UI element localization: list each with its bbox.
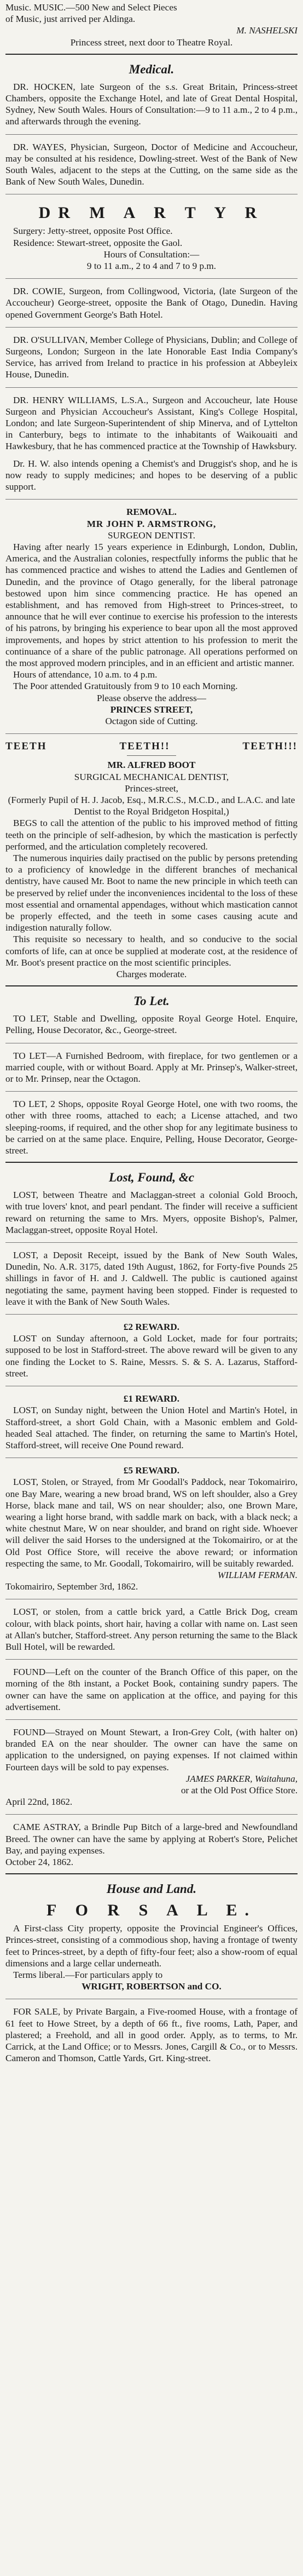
lost-advert: LOST, a Deposit Receipt, issued by the Bank of New South Wales, Dunedin, No. A.R. 3175, dated 19th August, 1862, for Forty-five Pounds 25 shillings in favor of H. and J. Caldwell. The public is cautioned against negotiating the same, payment having been stopped. Finder is requested to leave it with the Bank of New South Wales. [5, 1250, 298, 1307]
agent: WRIGHT, ROBERTSON and CO. [81, 1981, 222, 1992]
divider [5, 327, 298, 328]
found-advert: FOUND—Left on the counter of the Branch Office of this paper, on the morning of the 8th instant, a Pocket Book, containing sundry papers. The owner can have the same on application at the office, and paying for this advertisement. [5, 1667, 298, 1712]
heading-to-let: To Let. [133, 994, 170, 1008]
lost-advert: LOST, on Sunday night, between the Union Hotel and Martin's Hotel, in Stafford-street, a short Gold Chain, with a Masonic emblem and Gold-headed Seal attached. The finder, on returning the same to Martin's Hotel, Stafford-street, will receive One Pound reward. [5, 1405, 298, 1450]
heading-house-land: House and Land. [106, 1882, 197, 1896]
teeth-banner: TEETH TEETH!! TEETH!!! [5, 741, 298, 753]
section-rule [5, 1162, 298, 1163]
divider [5, 1659, 298, 1660]
reward: £5 REWARD. [123, 1465, 180, 1476]
surgery-line: Surgery: Jetty-street, opposite Post Office. [13, 226, 173, 237]
medical-advert: DR. HOCKEN, late Surgeon of the s.s. Great Britain, Princess-street Chambers, opposite the Exchange Hotel, and late of Great Dental Hospital, Sydney, New South Wales. Hours of Consultation:—9 to 11 a.m., 2 to 4 p.m., and afterwards through the evening. [5, 81, 298, 127]
divider [5, 1242, 298, 1243]
lost-advert: LOST, Stolen, or Strayed, from Mr Goodall's Paddock, near Tokomairiro, one Bay Mare, wearing a new broad brand, WS on left shoulder, also a Grey Horse, black mane and tail, WS on near shoulder; also, one Brown Mare, wearing a light horse brand, with saddle mark on back, with a black neck; a white chestnut Mare, W on near shoulder, and brand on right side. Whoever will deliver the said Horses to the undersigned at the Tokomairiro, or at the Old Post Office Store, will receive the above reward; or information respecting the same, to Mr. Goodall, Tokomairiro, will be suitably rewarded. [5, 1477, 298, 1569]
divider [5, 134, 298, 135]
poor-notice: The Poor attended Gratuitously from 9 to 10 each Morning. [13, 681, 238, 692]
former: (Formerly Pupil of H. J. Jacob, Esq., M.R.C.S., M.C.D., and L.A.C. and late Dentist to the Royal Bridgeton Hospital,) [8, 794, 295, 817]
music-line: of Music, just arrived per Aldinga. [5, 14, 136, 25]
hours: Hours of attendance, 10 a.m. to 4 p.m. [13, 669, 158, 680]
for-sale-title: F O R S A L E. [46, 1901, 257, 1920]
boot-advertisement [5, 741, 298, 980]
divider [5, 387, 298, 388]
divider [5, 1719, 298, 1720]
medical-advert: DR. WAYES, Physician, Surgeon, Doctor of Medicine and Accoucheur, may be consulted at his residence, Dowling-street. West of the Bank of New South Wales, adjacent to the steps at the Cutting, on the same side as the Bank of New South Wales, Dunedin. [5, 141, 298, 187]
boot-body: This requisite so necessary to health, and so conducive to the social comforts of life, can at once be supplied at moderate cost, at the residence of Mr. Boot's present practice on the most scientific principles. [5, 934, 298, 968]
date: October 24, 1862. [5, 1857, 74, 1867]
lost-advert: LOST, between Theatre and Maclaggan-street a colonial Gold Brooch, with true lovers' knot, and pearl pendant. The finder will receive a sufficient reward on returning the same to Mrs. Myers, opposite Bishop's, Palmer, Maclaggan-street, opposite Royal Hotel. [5, 1190, 298, 1235]
divider [5, 1314, 298, 1315]
divider [5, 1091, 298, 1092]
place: Tokomairiro, September 3rd, 1862. [5, 1581, 138, 1592]
signature: M. NASHELSKI [236, 25, 298, 36]
signature: JAMES PARKER, Waitahuna, [185, 1773, 298, 1784]
to-let-advert: TO LET, Stable and Dwelling, opposite Royal George Hotel. Enquire, Pelling, House Decorator, &c., George-street. [5, 1013, 298, 1036]
section-rule [5, 54, 298, 55]
boot-body: BEGS to call the attention of the public to his improved method of fitting teeth on the principle of self-adhesion, by which the mastication is perfectly performed, and the articulation completely recovered. [5, 818, 298, 852]
medical-advert: Dr. H. W. also intends opening a Chemist's and Druggist's shop, and he is now ready to supply medicines; and hopes to be deserving of a public support. [5, 458, 298, 492]
reward: £2 REWARD. [123, 1322, 180, 1333]
dentist-title: SURGEON DENTIST. [107, 530, 196, 541]
doctor-name: DR M A R T Y R [38, 204, 265, 222]
divider [5, 733, 298, 734]
street: PRINCES STREET, [110, 704, 193, 715]
found-advert: CAME ASTRAY, a Brindle Pup Bitch of a large-bred and Newfoundland Breed. The owner can have the same by applying at Robert's Store, Pelichet Bay, and paying expenses. [5, 1822, 298, 1856]
medical-advert: DR. O'SULLIVAN, Member College of Physicians, Dublin; and College of Surgeons, London; Surgeon in the late Honorable East India Company's Service, has arrived from Ireland to practice in his profession at Abbeyleix House, Dunedin. [5, 334, 298, 380]
sale-body: A First-class City property, opposite the Provincial Engineer's Offices, Princes-street, consisting of a commodious shop, having a frontage of twenty feet to Princes-street, by a depth of fifty-four feet; also a show-room of equal dimensions and a large cellar underneath. [5, 1923, 298, 1969]
for-sale-ads [5, 1901, 298, 2064]
date: April 22nd, 1862. [5, 1797, 73, 1808]
newspaper-page [5, 0, 298, 2064]
to-let-advert: TO LET—A Furnished Bedroom, with fireplace, for two gentlemen or a married couple, with or without Board. Apply at Mr. Prinsep's, Walker-street, or to Mr. Prinsep, near the Octagon. [5, 1050, 298, 1085]
lost-advert: LOST, or stolen, from a cattle brick yard, a Cattle Brick Dog, cream colour, with black points, short hair, having a collar with name on. Last seen at Allan's butcher, Stafford-street. Any person returning the same to the Black Bull Hotel, will be rewarded. [5, 1607, 298, 1652]
dentist-name: MR. ALFRED BOOT [107, 760, 196, 771]
signature: WILLIAM FERMAN. [217, 1569, 298, 1580]
address-note: Please observe the address— [97, 692, 206, 703]
lost-advert: LOST on Sunday afternoon, a Gold Locket, made for four portraits; supposed to be lost in Stafford-street. The above reward will be given to any one finding the Locket to S. Raine, Messrs. S. & S. A. Lazarus, Stafford-street. [5, 1333, 298, 1379]
martyr-advertisement [5, 201, 298, 272]
hours-title: Hours of Consultation:— [103, 249, 200, 260]
removal-heading: REMOVAL. [126, 507, 177, 518]
dentist-name: MR JOHN P. ARMSTRONG, [86, 518, 217, 529]
location: Octagon side of Cutting. [105, 715, 198, 726]
reward: £1 REWARD. [123, 1393, 180, 1404]
divider [127, 755, 176, 756]
armstrong-advertisement [5, 506, 298, 727]
sale-body: Terms liberal.—For particulars apply to [13, 1970, 163, 1981]
to-let-ads [5, 1013, 298, 1156]
divider [5, 1814, 298, 1815]
section-rule [5, 1873, 298, 1874]
residence-line: Residence: Stewart-street, opposite the Gaol. [13, 237, 183, 248]
medical-advert: DR. COWIE, Surgeon, from Collingwood, Victoria, (late Surgeon of the Accoucheur) George-street, opposite the Bank of Otago, Dunedin. Having opened Government George's Bath Hotel. [5, 286, 298, 320]
divider [5, 499, 298, 500]
medical-advert: DR. HENRY WILLIAMS, L.S.A., Surgeon and Accoucheur, late House Surgeon and Physician Accoucheur's Assistant, King's College Hospital, London; and late Surgeon-Superintendent of ship Minerva, and of Lyttelton in Canterbury, begs to intimate to the inhabitants of Waikouaiti and Hawkesbury, that he has commenced practice at the Township of Hawksbury. [5, 394, 298, 452]
to-let-advert: TO LET, 2 Shops, opposite Royal George Hotel, one with two rooms, the other with three rooms, attached to each; a License attached, and two sleeping-rooms, if required, and the other shop for any legitimate business to be carried on at the same place. Enquire, Pelling, House Decorator, George-street. [5, 1099, 298, 1156]
address: Princess street, next door to Theatre Royal. [70, 37, 233, 48]
medical-ads [5, 81, 298, 492]
dentist-body: Having after nearly 15 years experience in Edinburgh, London, Dublin, America, and the Australian colonies, respectfully informs the public that he has commenced practice and wishes to attend the Ladies and Gentlemen of Dunedin, and the province of Otago generally, for the liberal patronage bestowed upon him since commencing practice. He has opened an establishment, and has removed from High-street to Princes-street, to announce that he will ever continue to exercise his profession to the interests of his patrons, by bringing his experience to bear upon all the most approved improvements, and hopes by strict attention to his profession to merit the continuance of a share of the public patronage. All operations performed on the most approved modern principles, and in an efficient and artistic manner. [5, 541, 298, 668]
divider [5, 278, 298, 279]
found-advert: FOUND—Strayed on Mount Stewart, a Iron-Grey Colt, (with halter on) branded EA on the near shoulder. The owner can have the same on application to the undersigned, on paying expenses. If not claimed within Fourteen days will be sold to pay expenses. [5, 1726, 298, 1772]
heading-lost-found: Lost, Found, &c [109, 1171, 194, 1185]
street: Princes-street, [125, 783, 178, 794]
music-advertisement [5, 0, 298, 48]
sale-body: FOR SALE, by Private Bargain, a Five-roomed House, with a frontage of 61 feet to Howe Street, by a depth of 66 ft., five rooms, Lath, Paper, and plastered; a Freehold, and all in good order. Apply, as to terms, to Mr. Carrick, at the Land Office; or to Messrs. Jones, Cargill & Co., or to Messrs. Cameron and Thomson, Cattle Yards, Grt. King-street. [5, 2006, 298, 2064]
charges: Charges moderate. [116, 969, 187, 980]
music-line: Music. MUSIC.—500 New and Select Pieces [5, 2, 177, 13]
lost-found-ads [5, 1189, 298, 1868]
place: or at the Old Post Office Store. [180, 1785, 298, 1795]
hours: 9 to 11 a.m., 2 to 4 and 7 to 9 p.m. [86, 261, 217, 272]
boot-body: The numerous inquiries daily practised on the public by persons pretending to a proficiency of knowledge in the different branches of mechanical dentistry, have caused Mr. Boot to name the new principle in which teeth can be preserved by relief under the inconveniences incidental to the loss of these most essential and ornamental appendages, without which mastication cannot be properly effected, and the teeth in some cases causing acute and indigestion naturally follow. [5, 852, 298, 933]
dentist-title: SURGICAL MECHANICAL DENTIST, [74, 771, 229, 782]
heading-medical: Medical. [129, 62, 174, 76]
section-rule [5, 985, 298, 986]
